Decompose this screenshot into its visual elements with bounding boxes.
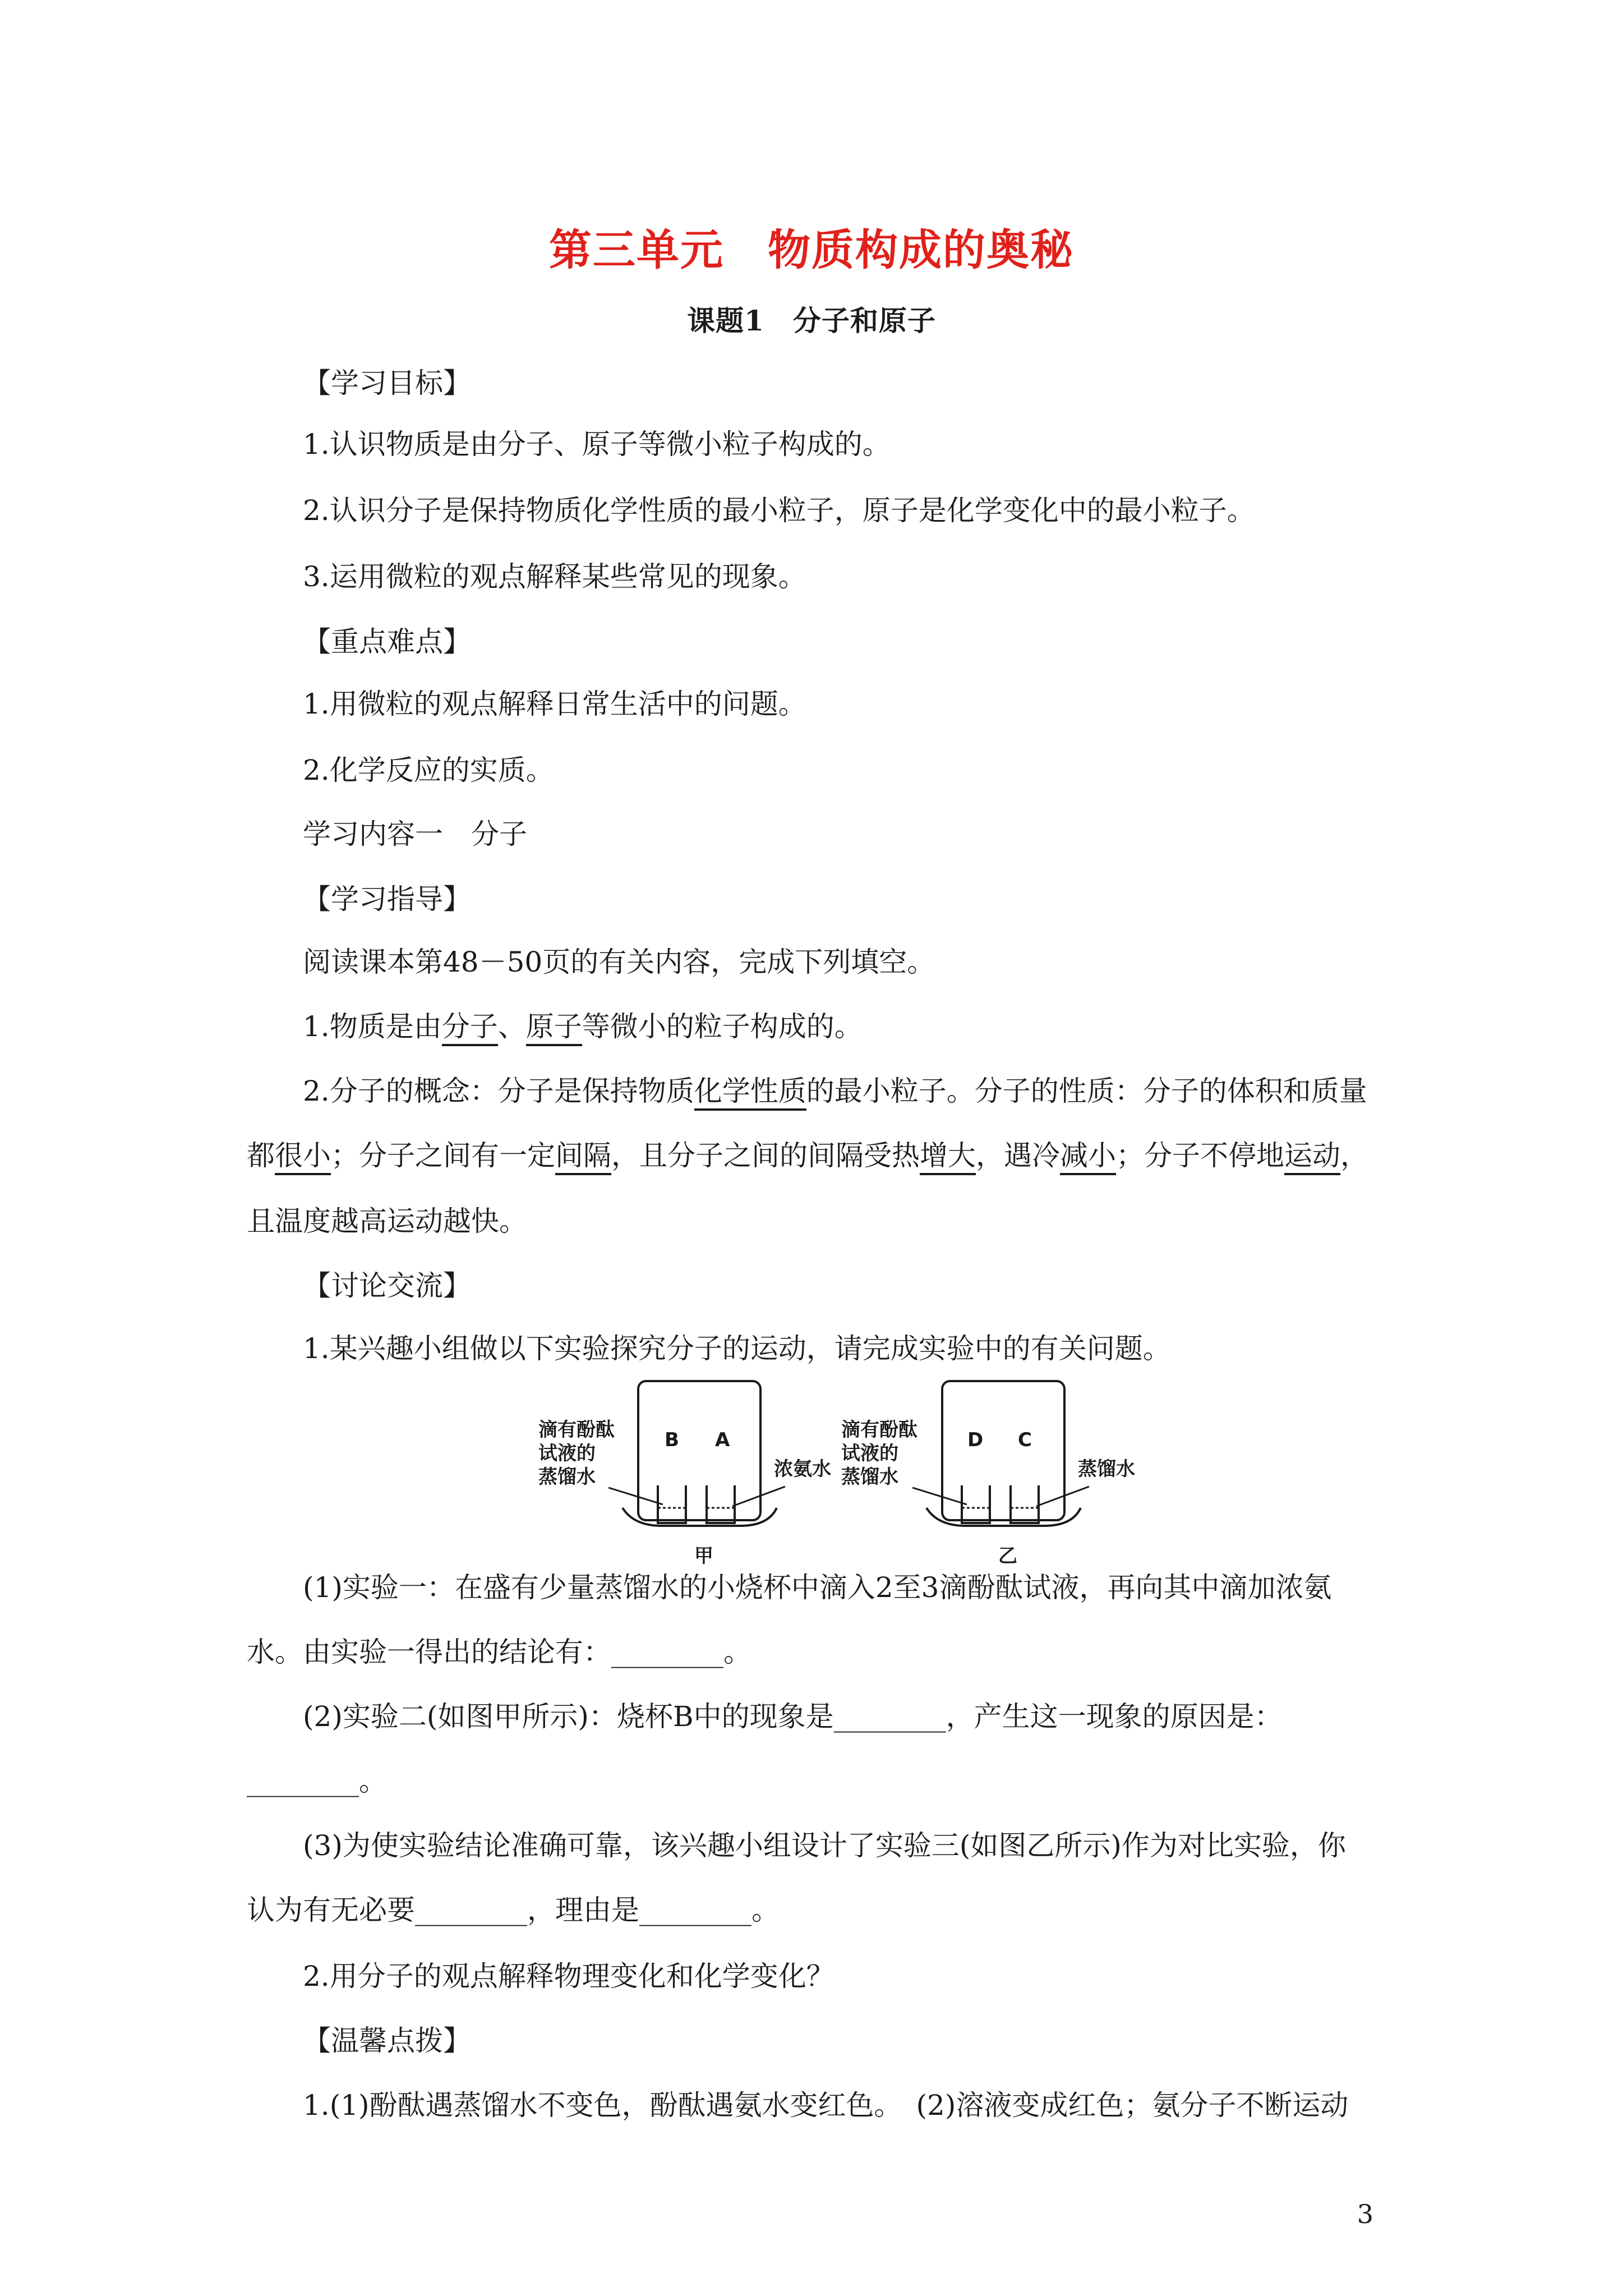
goal-item-1: 1.认识物质是由分子、原子等微小粒子构成的。 bbox=[303, 428, 891, 461]
beaker-b-label: B bbox=[665, 1429, 679, 1451]
beaker-d-label: D bbox=[967, 1429, 984, 1451]
text: ；分子不停地 bbox=[1116, 1139, 1284, 1172]
text: ，且分子之间的间隔受热 bbox=[611, 1139, 920, 1172]
sub-question-1-line-1: (1)实验一：在盛有少量蒸馏水的小烧杯中滴入2至3滴酚酞试液，再向其中滴加浓氨 bbox=[303, 1571, 1332, 1604]
answer-chemical-property: 化学性质 bbox=[694, 1075, 806, 1111]
guide-question-1 bbox=[303, 1004, 863, 1045]
left-label-line-1: 滴有酚酞 bbox=[538, 1419, 615, 1441]
text: ；分子之间有一定 bbox=[331, 1139, 555, 1172]
unit-title: 第三单元 物质构成的奥秘 bbox=[549, 225, 1074, 275]
text: ，遇冷 bbox=[976, 1139, 1060, 1172]
setup-yi bbox=[841, 1381, 1135, 1567]
setup-jia bbox=[538, 1381, 831, 1567]
sub-question-3-line-1: (3)为使实验结论准确可靠，该兴趣小组设计了实验三(如图乙所示)作为对比实验，你 bbox=[303, 1829, 1346, 1862]
base-plate-yi bbox=[926, 1508, 1081, 1526]
answer-motion: 运动 bbox=[1284, 1139, 1340, 1175]
beaker-a-label: A bbox=[715, 1429, 730, 1451]
left-label-line-2: 试液的 bbox=[841, 1442, 898, 1465]
bell-jar-jia bbox=[638, 1381, 760, 1520]
tips-line-1: 1.(1)酚酞遇蒸馏水不变色，酚酞遇氨水变红色。 (2)溶液变成红色；氨分子不断运动 bbox=[303, 2089, 1349, 2122]
guide-intro: 阅读课本第48－50页的有关内容，完成下列填空。 bbox=[303, 946, 935, 978]
experiment-diagram bbox=[538, 1358, 1150, 1576]
caption-yi: 乙 bbox=[998, 1545, 1017, 1567]
lesson-title: 课题1 分子和原子 bbox=[687, 304, 936, 337]
goals-header: 【学习目标】 bbox=[303, 367, 471, 399]
bell-jar-yi bbox=[942, 1381, 1064, 1520]
beaker-c-label: C bbox=[1018, 1429, 1032, 1451]
pointer-left-yi bbox=[912, 1488, 967, 1504]
beaker-a bbox=[707, 1485, 735, 1523]
left-label-line-3: 蒸馏水 bbox=[538, 1466, 596, 1488]
text: 等微小的粒子构成的。 bbox=[582, 1010, 863, 1043]
answer-very-small: 很小 bbox=[275, 1139, 331, 1175]
discussion-question-2: 2.用分子的观点解释物理变化和化学变化？ bbox=[303, 1960, 834, 1993]
base-plate-jia bbox=[623, 1508, 777, 1526]
caption-jia: 甲 bbox=[694, 1545, 713, 1567]
keypoint-item-1: 1.用微粒的观点解释日常生活中的问题。 bbox=[303, 688, 806, 720]
left-label-line-3: 蒸馏水 bbox=[841, 1466, 898, 1488]
guide-question-2-line-3: 且温度越高运动越快。 bbox=[247, 1205, 527, 1237]
pointer-right-yi bbox=[1036, 1487, 1089, 1506]
discussion-header: 【讨论交流】 bbox=[303, 1269, 471, 1302]
pointer-left-jia bbox=[608, 1488, 663, 1504]
goal-item-3: 3.运用微粒的观点解释某些常见的现象。 bbox=[303, 560, 806, 593]
sub-question-2-line-2: ________。 bbox=[247, 1765, 387, 1797]
answer-atom: 原子 bbox=[526, 1010, 582, 1046]
sub-question-2-line-1: (2)实验二(如图甲所示)：烧杯B中的现象是________，产生这一现象的原因是： bbox=[303, 1700, 1283, 1733]
right-label-jia: 浓氨水 bbox=[774, 1458, 831, 1480]
text: 2.分子的概念：分子是保持物质 bbox=[303, 1075, 694, 1107]
guide-question-2-line-1 bbox=[303, 1069, 1367, 1109]
answer-gap: 间隔 bbox=[555, 1139, 611, 1175]
sub-question-3-line-2: 认为有无必要________，理由是________。 bbox=[247, 1894, 780, 1926]
left-label-line-1: 滴有酚酞 bbox=[841, 1419, 917, 1441]
text: 都 bbox=[247, 1139, 275, 1172]
keypoints-header: 【重点难点】 bbox=[303, 625, 471, 658]
text: 、 bbox=[497, 1010, 526, 1043]
section-heading: 学习内容一 分子 bbox=[303, 818, 527, 850]
text: ， bbox=[1340, 1139, 1368, 1172]
text: 1.物质是由 bbox=[303, 1010, 442, 1043]
answer-increase: 增大 bbox=[920, 1139, 976, 1175]
answer-molecule: 分子 bbox=[442, 1010, 498, 1046]
answer-decrease: 减小 bbox=[1060, 1139, 1116, 1175]
guide-question-2-line-2 bbox=[247, 1133, 1368, 1174]
keypoint-item-2: 2.化学反应的实质。 bbox=[303, 754, 554, 786]
goal-item-2: 2.认识分子是保持物质化学性质的最小粒子，原子是化学变化中的最小粒子。 bbox=[303, 494, 1255, 527]
guide-header: 【学习指导】 bbox=[303, 883, 471, 915]
text: 的最小粒子。分子的性质：分子的体积和质量 bbox=[806, 1075, 1367, 1107]
beaker-c bbox=[1011, 1485, 1039, 1523]
sub-question-1-line-2: 水。由实验一得出的结论有：________。 bbox=[247, 1636, 751, 1668]
page-number: 3 bbox=[1357, 2199, 1373, 2229]
pointer-right-jia bbox=[732, 1487, 785, 1506]
discussion-question-1: 1.某兴趣小组做以下实验探究分子的运动，请完成实验中的有关问题。 bbox=[303, 1332, 1171, 1365]
left-label-line-2: 试液的 bbox=[538, 1442, 596, 1465]
experiment-figure bbox=[538, 1358, 1150, 1576]
tips-header: 【温馨点拨】 bbox=[303, 2024, 471, 2057]
right-label-yi: 蒸馏水 bbox=[1078, 1458, 1135, 1480]
